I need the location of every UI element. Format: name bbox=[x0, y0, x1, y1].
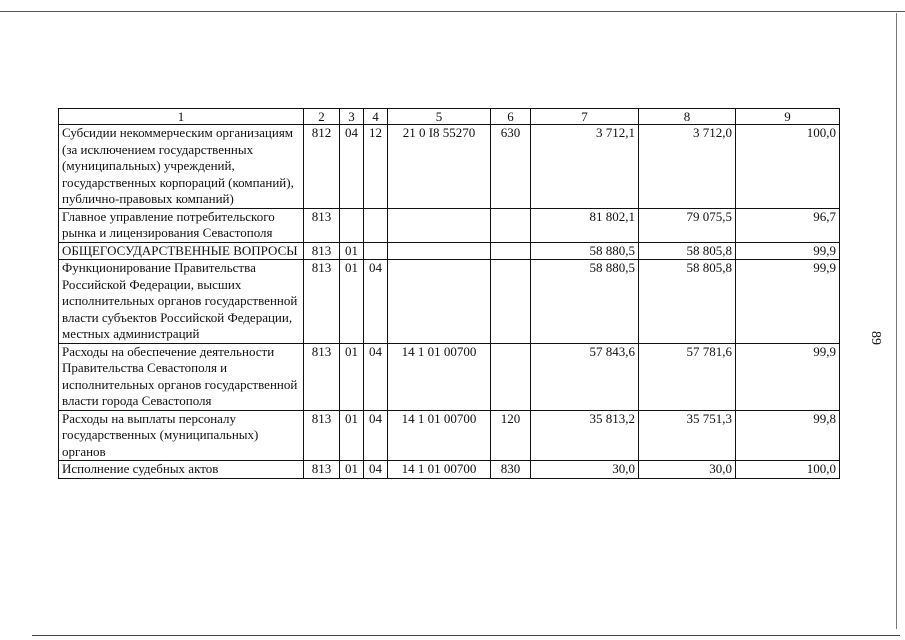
section-cell bbox=[340, 208, 364, 242]
planned-amount-cell: 81 802,1 bbox=[531, 208, 639, 242]
subsection-cell: 04 bbox=[364, 461, 388, 479]
section-cell: 01 bbox=[340, 410, 364, 461]
target-article-cell bbox=[388, 208, 491, 242]
percent-cell: 100,0 bbox=[736, 461, 840, 479]
scan-bottom-edge bbox=[32, 635, 900, 636]
executed-amount-cell: 58 805,8 bbox=[639, 260, 736, 344]
percent-cell: 100,0 bbox=[736, 125, 840, 209]
header-cell-9: 9 bbox=[736, 109, 840, 125]
executed-amount-cell: 35 751,3 bbox=[639, 410, 736, 461]
scan-right-edge bbox=[896, 13, 897, 629]
admin-code-cell: 813 bbox=[304, 208, 340, 242]
expense-type-cell: 120 bbox=[491, 410, 531, 461]
scan-top-edge bbox=[0, 11, 905, 12]
row-name-cell: Главное управление потребительского рынка и лицензирования Севастополя bbox=[59, 208, 304, 242]
section-cell: 01 bbox=[340, 343, 364, 410]
expense-type-cell bbox=[491, 260, 531, 344]
table-row bbox=[59, 410, 840, 461]
executed-amount-cell: 58 805,8 bbox=[639, 242, 736, 260]
subsection-cell bbox=[364, 242, 388, 260]
expense-type-cell bbox=[491, 343, 531, 410]
row-name-cell: Субсидии некоммерческим организациям (за исключением государственных (муниципальных) учреждений, государственных корпораций (компаний), публично-правовых компаний) bbox=[59, 125, 304, 209]
subsection-cell: 04 bbox=[364, 343, 388, 410]
executed-amount-cell: 3 712,0 bbox=[639, 125, 736, 209]
executed-amount-cell: 57 781,6 bbox=[639, 343, 736, 410]
section-cell: 01 bbox=[340, 242, 364, 260]
row-name-cell: Функционирование Правительства Российской Федерации, высших исполнительных органов государственной власти субъектов Российской Федерации, местных администраций bbox=[59, 260, 304, 344]
header-cell-3: 3 bbox=[340, 109, 364, 125]
target-article-cell: 21 0 I8 55270 bbox=[388, 125, 491, 209]
expense-type-cell: 830 bbox=[491, 461, 531, 479]
planned-amount-cell: 57 843,6 bbox=[531, 343, 639, 410]
planned-amount-cell: 35 813,2 bbox=[531, 410, 639, 461]
header-cell-2: 2 bbox=[304, 109, 340, 125]
table-row bbox=[59, 208, 840, 242]
page-number: 89 bbox=[868, 331, 883, 345]
table-row bbox=[59, 260, 840, 344]
budget-table bbox=[58, 108, 840, 479]
row-name-cell: Расходы на выплаты персоналу государственных (муниципальных) органов bbox=[59, 410, 304, 461]
header-cell-8: 8 bbox=[639, 109, 736, 125]
row-name-cell: Расходы на обеспечение деятельности Правительства Севастополя и исполнительных органов государственной власти города Севастополя bbox=[59, 343, 304, 410]
target-article-cell bbox=[388, 260, 491, 344]
section-cell: 01 bbox=[340, 461, 364, 479]
row-name-cell: ОБЩЕГОСУДАРСТВЕННЫЕ ВОПРОСЫ bbox=[59, 242, 304, 260]
admin-code-cell: 813 bbox=[304, 260, 340, 344]
table-row bbox=[59, 125, 840, 209]
admin-code-cell: 813 bbox=[304, 461, 340, 479]
executed-amount-cell: 79 075,5 bbox=[639, 208, 736, 242]
admin-code-cell: 813 bbox=[304, 410, 340, 461]
executed-amount-cell: 30,0 bbox=[639, 461, 736, 479]
admin-code-cell: 812 bbox=[304, 125, 340, 209]
percent-cell: 99,9 bbox=[736, 343, 840, 410]
admin-code-cell: 813 bbox=[304, 343, 340, 410]
subsection-cell: 04 bbox=[364, 260, 388, 344]
percent-cell: 99,9 bbox=[736, 260, 840, 344]
planned-amount-cell: 30,0 bbox=[531, 461, 639, 479]
target-article-cell: 14 1 01 00700 bbox=[388, 461, 491, 479]
table-row bbox=[59, 343, 840, 410]
section-cell: 04 bbox=[340, 125, 364, 209]
row-name-cell: Исполнение судебных актов bbox=[59, 461, 304, 479]
table-header-row bbox=[59, 109, 840, 125]
section-cell: 01 bbox=[340, 260, 364, 344]
percent-cell: 96,7 bbox=[736, 208, 840, 242]
header-cell-7: 7 bbox=[531, 109, 639, 125]
percent-cell: 99,9 bbox=[736, 242, 840, 260]
header-cell-5: 5 bbox=[388, 109, 491, 125]
expense-type-cell bbox=[491, 208, 531, 242]
planned-amount-cell: 3 712,1 bbox=[531, 125, 639, 209]
table-row bbox=[59, 461, 840, 479]
planned-amount-cell: 58 880,5 bbox=[531, 260, 639, 344]
header-cell-1: 1 bbox=[59, 109, 304, 125]
admin-code-cell: 813 bbox=[304, 242, 340, 260]
percent-cell: 99,8 bbox=[736, 410, 840, 461]
header-cell-6: 6 bbox=[491, 109, 531, 125]
header-cell-4: 4 bbox=[364, 109, 388, 125]
subsection-cell: 04 bbox=[364, 410, 388, 461]
expense-type-cell: 630 bbox=[491, 125, 531, 209]
expense-type-cell bbox=[491, 242, 531, 260]
subsection-cell: 12 bbox=[364, 125, 388, 209]
subsection-cell bbox=[364, 208, 388, 242]
target-article-cell: 14 1 01 00700 bbox=[388, 343, 491, 410]
planned-amount-cell: 58 880,5 bbox=[531, 242, 639, 260]
target-article-cell bbox=[388, 242, 491, 260]
table-row bbox=[59, 242, 840, 260]
target-article-cell: 14 1 01 00700 bbox=[388, 410, 491, 461]
